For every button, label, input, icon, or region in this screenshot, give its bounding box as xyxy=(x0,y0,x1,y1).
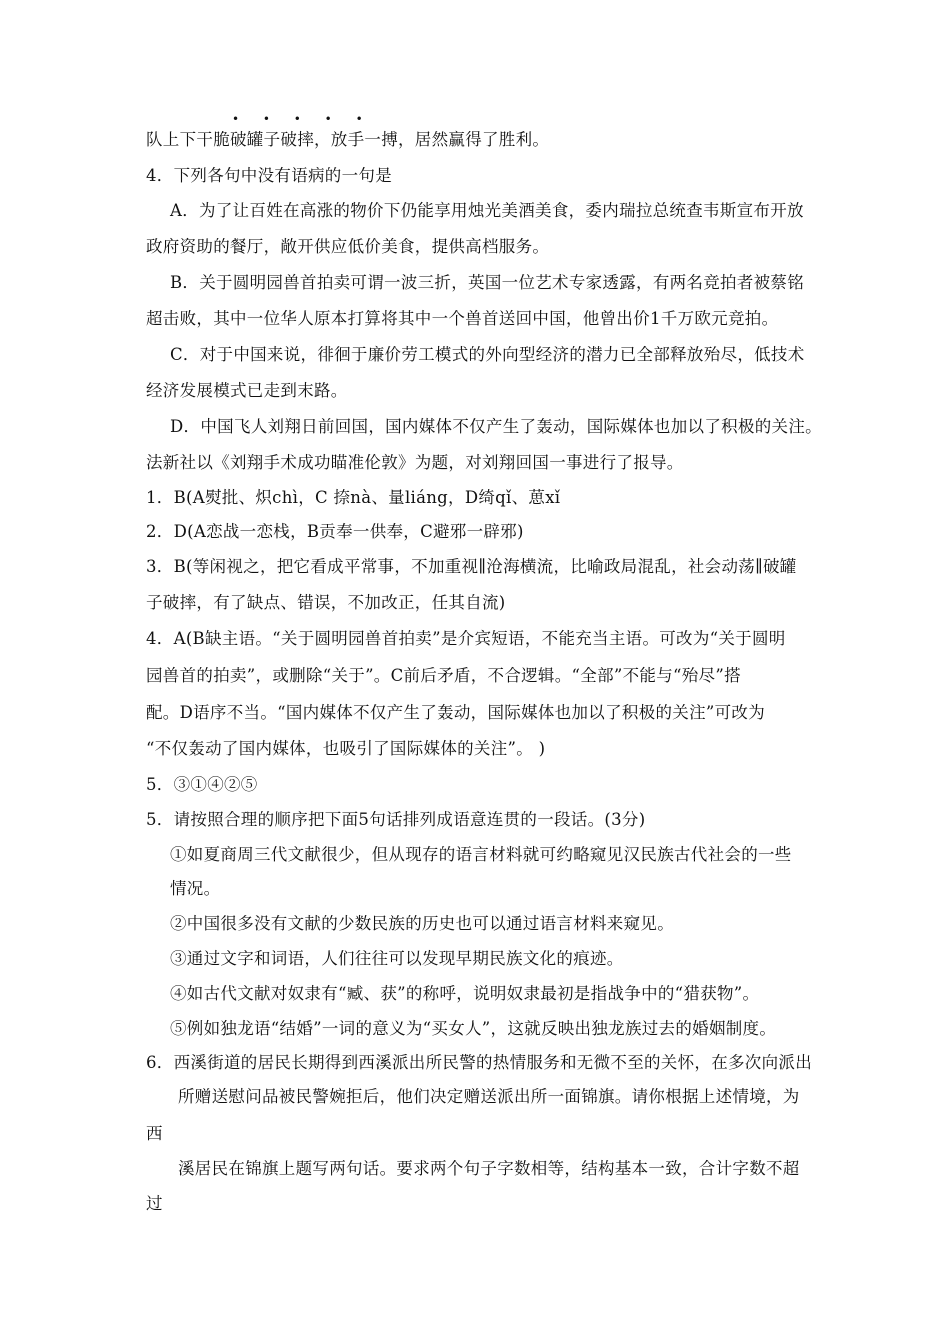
sentence-1: ①如夏商周三代文献很少，但从现存的语言材料就可约略窥见汉民族古代社会的一些 xyxy=(170,845,792,864)
sentence-2: ②中国很多没有文献的少数民族的历史也可以通过语言材料来窥见。 xyxy=(170,914,674,933)
answer-4: 4．A(B缺主语。“关于圆明园兽首拍卖”是介宾短语，不能充当主语。可改为“关于圆明 xyxy=(146,629,786,648)
text-line: 队上下干脆破罐子破摔，放手一搏，居然赢得了胜利。 xyxy=(146,130,550,149)
text-line: 西 xyxy=(146,1124,163,1143)
text-line: 溪居民在锦旗上题写两句话。要求两个句子字数相等，结构基本一致，合计字数不超 xyxy=(178,1159,800,1178)
text-line: 经济发展模式已走到末路。 xyxy=(146,381,348,400)
text-line: 配。D语序不当。“国内媒体不仅产生了轰动，国际媒体也加以了积极的关注”可改为 xyxy=(146,703,765,722)
option-b: B．关于圆明园兽首拍卖可谓一波三折，英国一位艺术专家透露，有两名竞拍者被蔡铭 xyxy=(170,273,805,292)
answer-1: 1．B(A熨批、炽chì，C 捺nà、量liáng，D绮qǐ、葸xǐ xyxy=(146,488,561,507)
text-line: “不仅轰动了国内媒体，也吸引了国际媒体的关注”。 ) xyxy=(146,739,546,758)
text-line: 过 xyxy=(146,1194,163,1213)
answer-5: 5．③①④②⑤ xyxy=(146,775,258,794)
text-line: 法新社以《刘翔手术成功瞄准伦敦》为题，对刘翔回国一事进行了报导。 xyxy=(146,453,684,472)
answer-3: 3．B(等闲视之，把它看成平常事，不加重视∥沧海横流，比喻政局混乱，社会动荡∥破罐 xyxy=(146,557,797,576)
option-c: C．对于中国来说，徘徊于廉价劳工模式的外向型经济的潜力已全部释放殆尽，低技术 xyxy=(170,345,805,364)
question-4-stem: 4．下列各句中没有语病的一句是 xyxy=(146,166,392,185)
text-line: 超击败，其中一位华人原本打算将其中一个兽首送回中国，他曾出价1千万欧元竞拍。 xyxy=(146,309,779,328)
text-line: 政府资助的餐厅，敞开供应低价美食，提供高档服务。 xyxy=(146,237,550,256)
emphasis-dots: • • • • • xyxy=(232,112,373,126)
option-a: A．为了让百姓在高涨的物价下仍能享用烛光美酒美食，委内瑞拉总统查韦斯宣布开放 xyxy=(170,201,804,220)
sentence-4: ④如古代文献对奴隶有“臧、获”的称呼，说明奴隶最初是指战争中的“猎获物”。 xyxy=(170,984,760,1003)
question-6-stem: 6．西溪街道的居民长期得到西溪派出所民警的热情服务和无微不至的关怀，在多次向派出 xyxy=(146,1053,812,1072)
text-line: 所赠送慰问品被民警婉拒后，他们决定赠送派出所一面锦旗。请你根据上述情境，为 xyxy=(178,1087,800,1106)
text-line: 情况。 xyxy=(170,879,221,898)
sentence-5: ⑤例如独龙语“结婚”一词的意义为“买女人”，这就反映出独龙族过去的婚姻制度。 xyxy=(170,1019,777,1038)
sentence-3: ③通过文字和词语，人们往往可以发现早期民族文化的痕迹。 xyxy=(170,949,624,968)
answer-2: 2．D(A恋战一恋栈，B贡奉一供奉，C避邪一辟邪) xyxy=(146,522,524,541)
question-5-stem: 5．请按照合理的顺序把下面5句话排列成语意连贯的一段话。(3分) xyxy=(146,810,646,829)
option-d: D．中国飞人刘翔日前回国，国内媒体不仅产生了轰动，国际媒体也加以了积极的关注。 xyxy=(170,417,822,436)
text-line: 园兽首的拍卖”，或删除“关于”。C前后矛盾，不合逻辑。“全部”不能与“殆尽”搭 xyxy=(146,666,741,685)
text-line: 子破摔，有了缺点、错误，不加改正，任其自流) xyxy=(146,593,506,612)
